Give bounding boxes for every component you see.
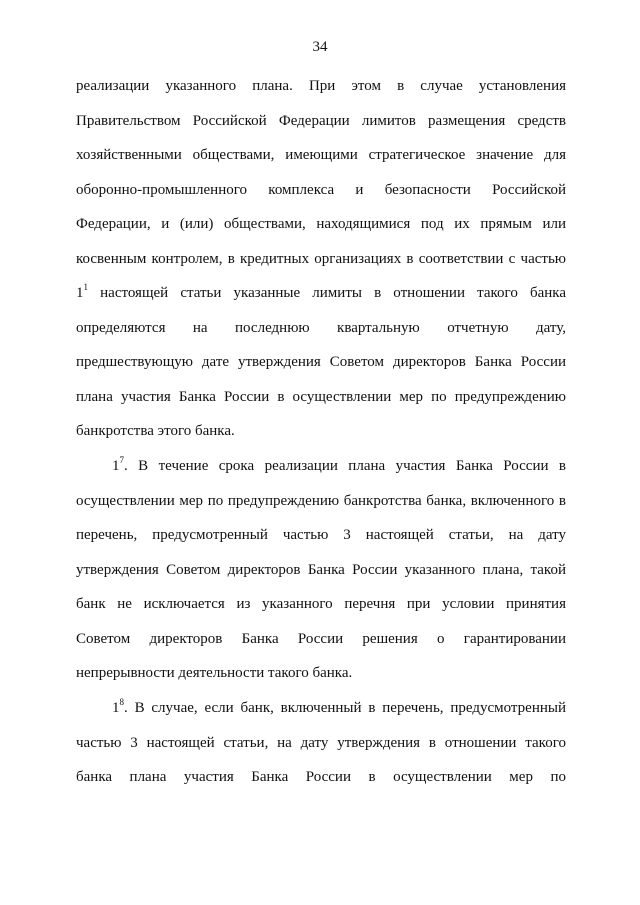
text-line: банка плана участия Банка России в осуществлении мер по xyxy=(76,769,566,785)
paragraph-start-line xyxy=(112,699,566,717)
text-line: непрерывности деятельности такого банка. xyxy=(76,665,353,681)
text-line-rest: . В случае, если банк, включенный в перечень, предусмотренный xyxy=(124,700,566,716)
text-line: банкротства этого банка. xyxy=(76,423,235,439)
text-line: Федерации, и (или) обществами, находящимися под их прямым или xyxy=(76,216,566,232)
text-line xyxy=(76,284,566,302)
text-line: частью 3 настоящей статьи, на дату утверждения в отношении такого xyxy=(76,735,566,751)
text-line: осуществлении мер по предупреждению банкротства банка, включенного в xyxy=(76,493,566,509)
section-number: 1 xyxy=(76,285,84,301)
text-line: хозяйственными обществами, имеющими стратегическое значение для xyxy=(76,147,566,163)
text-line: перечень, предусмотренный частью 3 настоящей статьи, на дату xyxy=(76,527,566,543)
text-line: оборонно-промышленного комплекса и безопасности Российской xyxy=(76,182,566,198)
text-line-rest: . В течение срока реализации плана участия Банка России в xyxy=(124,458,566,474)
page-number: 34 xyxy=(312,39,328,55)
text-line: предшествующую дате утверждения Советом директоров Банка России xyxy=(76,354,566,370)
text-line: Советом директоров Банка России решения о гарантировании xyxy=(76,631,566,647)
text-line: определяются на последнюю квартальную отчетную дату, xyxy=(76,320,566,336)
section-superscript: 1 xyxy=(83,282,88,292)
text-line: реализации указанного плана. При этом в случае установления xyxy=(76,78,566,94)
section-number: 1 xyxy=(112,700,120,716)
text-line-rest: настоящей статьи указанные лимиты в отношении такого банка xyxy=(88,285,566,301)
text-line: косвенным контролем, в кредитных организациях в соответствии с частью xyxy=(76,251,566,267)
text-line: утверждения Советом директоров Банка России указанного плана, такой xyxy=(76,562,566,578)
section-number: 1 xyxy=(112,458,120,474)
text-line: банк не исключается из указанного перечня при условии принятия xyxy=(76,596,566,612)
text-line: Правительством Российской Федерации лимитов размещения средств xyxy=(76,113,566,129)
text-line: плана участия Банка России в осуществлении мер по предупреждению xyxy=(76,389,566,405)
section-superscript: 8 xyxy=(119,697,124,707)
section-superscript: 7 xyxy=(119,455,124,465)
paragraph-start-line xyxy=(112,457,566,475)
